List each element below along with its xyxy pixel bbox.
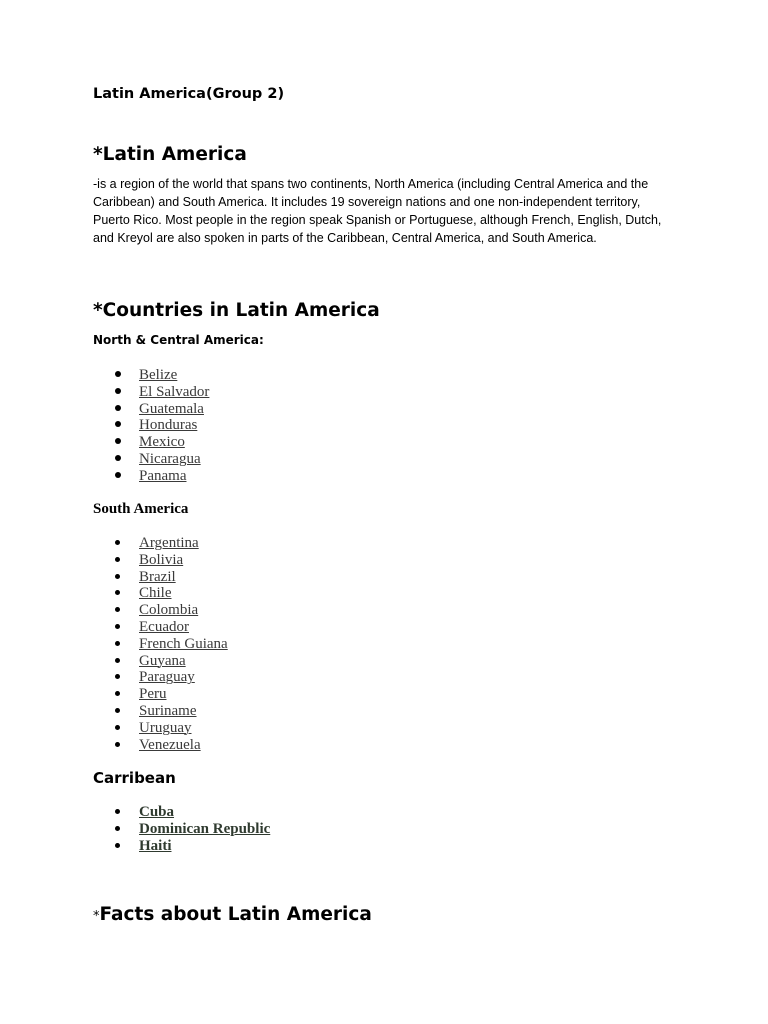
country-link[interactable]: Cuba [139,804,175,820]
country-link[interactable]: Brazil [139,568,176,585]
list-item [93,686,228,703]
list-item [93,434,209,451]
country-link[interactable]: Venezuela [139,736,201,753]
list-item [93,737,228,754]
list-item [93,653,228,670]
list-item [93,468,209,485]
country-link[interactable]: Uruguay [139,719,192,736]
bullet-icon [115,590,120,595]
bullet-icon [115,421,121,427]
bullet-icon [115,371,121,377]
list-item [93,669,228,686]
subheading-south-america: South America [93,501,189,517]
bullet-icon [115,540,120,545]
bullet-icon [115,742,120,747]
country-link[interactable]: Honduras [139,417,198,434]
country-link[interactable]: Belize [139,367,178,383]
document-title: Latin America(Group 2) [93,86,285,102]
country-link[interactable]: Suriname [139,702,197,719]
bullet-icon [115,455,121,461]
list-item [93,384,209,401]
bullet-icon [115,557,120,562]
heading-countries: *Countries in Latin America [93,300,380,321]
country-link[interactable]: Peru [139,686,167,703]
bullet-icon [115,843,120,848]
subheading-caribbean: Carribean [93,769,176,787]
bullet-icon [115,691,120,696]
bullet-icon [115,708,120,713]
country-link[interactable]: Argentina [139,535,199,551]
bullet-icon [115,826,120,831]
country-link[interactable]: El Salvador [139,383,210,400]
list-item [93,804,270,821]
bullet-icon [115,574,120,579]
list-item [93,367,209,384]
country-link[interactable]: Panama [139,467,187,484]
list-item [93,417,209,434]
country-link[interactable]: Colombia [139,602,199,619]
bullet-icon [115,438,121,444]
bullet-icon [115,405,121,411]
country-link[interactable]: Guyana [139,652,186,669]
heading-facts [93,904,372,925]
caribbean-country-list [93,804,270,854]
list-item [93,703,228,720]
subheading-north-central-america: North & Central America: [93,333,264,347]
list-item [93,569,228,586]
south-america-country-list [93,535,228,753]
heading-facts-star: * [93,909,100,924]
country-link[interactable]: Chile [139,585,172,602]
bullet-icon [115,388,121,394]
country-link[interactable]: Paraguay [139,669,195,686]
bullet-icon [115,641,120,646]
country-link[interactable]: Guatemala [139,400,204,417]
heading-facts-text: Facts about Latin America [99,904,372,925]
bullet-icon [115,674,120,679]
country-link[interactable]: Ecuador [139,618,189,635]
country-link[interactable]: French Guiana [139,635,228,652]
bullet-icon [115,658,120,663]
list-item [93,720,228,737]
bullet-icon [115,809,120,814]
document-page [93,0,673,1024]
list-item [93,619,228,636]
country-link[interactable]: Bolivia [139,551,184,568]
north-central-country-list [93,367,209,485]
bullet-icon [115,607,120,612]
list-item [93,535,228,552]
heading-latin-america: *Latin America [93,144,247,165]
list-item [93,401,209,418]
bullet-icon [115,624,120,629]
country-link[interactable]: Haiti [139,837,172,854]
list-item [93,552,228,569]
list-item [93,585,228,602]
list-item [93,602,228,619]
intro-paragraph: -is a region of the world that spans two continents, North America (including Central America and the Caribbean) and South America. It includes 19 sovereign nations and one non-independent territory, Puerto Rico. Most people in the region speak Spanish or Portuguese, although French, English, Dutch, and Kreyol are also spoken in parts of the Caribbean, Central America, and South America. [93,177,662,245]
bullet-icon [115,472,121,478]
country-link[interactable]: Mexico [139,434,185,451]
list-item [93,636,228,653]
list-item [93,451,209,468]
country-link[interactable]: Dominican Republic [139,820,271,837]
bullet-icon [115,725,120,730]
country-link[interactable]: Nicaragua [139,450,201,467]
list-item [93,838,270,855]
list-item [93,821,270,838]
